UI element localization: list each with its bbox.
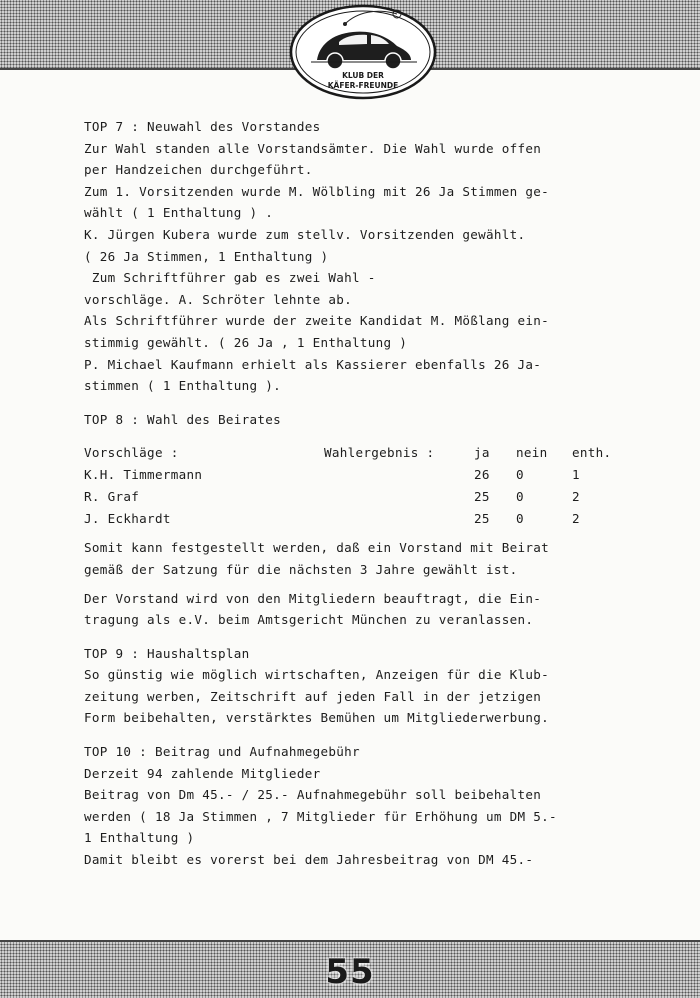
- top8-heading: TOP 8 : Wahl des Beirates: [84, 411, 282, 427]
- top7-line: stimmig gewählt. ( 26 Ja , 1 Enthaltung ): [84, 334, 408, 350]
- top7-heading: TOP 7 : Neuwahl des Vorstandes: [84, 119, 321, 134]
- enth-count: 2: [572, 489, 580, 505]
- top7-line: stimmen ( 1 Enthaltung ).: [84, 378, 282, 394]
- top9-section: [84, 643, 624, 729]
- candidate-name: R. Graf: [84, 489, 140, 505]
- page-number: 55: [325, 952, 375, 992]
- top8-section: [84, 409, 624, 631]
- top7-section: [84, 116, 624, 397]
- top7-line: wählt ( 1 Enthaltung ) .: [84, 205, 274, 221]
- header-vorschlaege: Vorschläge :: [84, 445, 179, 461]
- top9-line: Form beibehalten, verstärktes Bemühen um Mitgliederwerbung.: [84, 710, 550, 726]
- enth-count: 1: [572, 467, 580, 483]
- document-body: [84, 116, 624, 871]
- top10-line: Damit bleibt es vorerst bei dem Jahresbeitrag von DM 45.-: [84, 852, 534, 868]
- conclusion-line: Somit kann festgestellt werden, daß ein Vorstand mit Beirat: [84, 540, 550, 556]
- nein-count: 0: [516, 467, 524, 483]
- header-ja: ja: [474, 445, 490, 461]
- logo-text-top: KLUB DER: [342, 71, 384, 80]
- top7-line: Zum 1. Vorsitzenden wurde M. Wölbling mit 26 Ja Stimmen ge-: [84, 183, 550, 199]
- ja-count: 26: [474, 467, 490, 483]
- top9-heading: TOP 9 : Haushaltsplan: [84, 645, 250, 661]
- ja-count: 25: [474, 489, 490, 505]
- top7-line: Als Schriftführer wurde der zweite Kandidat M. Mößlang ein-: [84, 313, 550, 329]
- top7-line: vorschläge. A. Schröter lehnte ab.: [84, 291, 352, 307]
- top9-line: zeitung werben, Zeitschrift auf jeden Fall in der jetzigen: [84, 688, 542, 704]
- ja-count: 25: [474, 511, 490, 527]
- top7-line: Zur Wahl standen alle Vorstandsämter. Die Wahl wurde offen: [84, 140, 542, 156]
- table-header-row: [84, 442, 622, 464]
- beetle-car-emblem: [287, 2, 439, 102]
- top10-heading: TOP 10 : Beitrag und Aufnahmegebühr: [84, 744, 360, 760]
- top10-section: [84, 741, 624, 871]
- mandate-line: Der Vorstand wird von den Mitgliedern beauftragt, die Ein-: [84, 590, 542, 606]
- logo-text-bottom: KÄFER-FREUNDE: [327, 81, 399, 90]
- top10-line: Beitrag von Dm 45.- / 25.- Aufnahmegebühr soll beibehalten: [84, 787, 542, 803]
- beirat-results-table: [84, 442, 622, 530]
- top7-line: Zum Schriftführer gab es zwei Wahl -: [84, 270, 376, 286]
- table-row: [84, 464, 622, 486]
- top7-line: per Handzeichen durchgeführt.: [84, 162, 313, 178]
- candidate-name: J. Eckhardt: [84, 511, 171, 527]
- nein-count: 0: [516, 489, 524, 505]
- club-logo: [287, 2, 439, 102]
- nein-count: 0: [516, 511, 524, 527]
- candidate-name: K.H. Timmermann: [84, 467, 203, 483]
- top10-line: 1 Enthaltung ): [84, 830, 195, 846]
- top10-line: Derzeit 94 zahlende Mitglieder: [84, 765, 321, 781]
- conclusion-line: gemäß der Satzung für die nächsten 3 Jahre gewählt ist.: [84, 561, 518, 577]
- top7-line: ( 26 Ja Stimmen, 1 Enthaltung ): [84, 248, 329, 264]
- header-enth: enth.: [572, 445, 612, 461]
- top10-line: werden ( 18 Ja Stimmen , 7 Mitglieder für Erhöhung um DM 5.-: [84, 808, 557, 824]
- mandate-line: tragung als e.V. beim Amtsgericht München zu veranlassen.: [84, 612, 534, 628]
- enth-count: 2: [572, 511, 580, 527]
- header-wahlergebnis: Wahlergebnis :: [324, 445, 435, 461]
- top7-line: K. Jürgen Kubera wurde zum stellv. Vorsitzenden gewählt.: [84, 226, 526, 242]
- table-row: [84, 486, 622, 508]
- header-nein: nein: [516, 445, 548, 461]
- top7-line: P. Michael Kaufmann erhielt als Kassierer ebenfalls 26 Ja-: [84, 356, 542, 372]
- top9-line: So günstig wie möglich wirtschaften, Anzeigen für die Klub-: [84, 667, 550, 683]
- table-row: [84, 508, 622, 530]
